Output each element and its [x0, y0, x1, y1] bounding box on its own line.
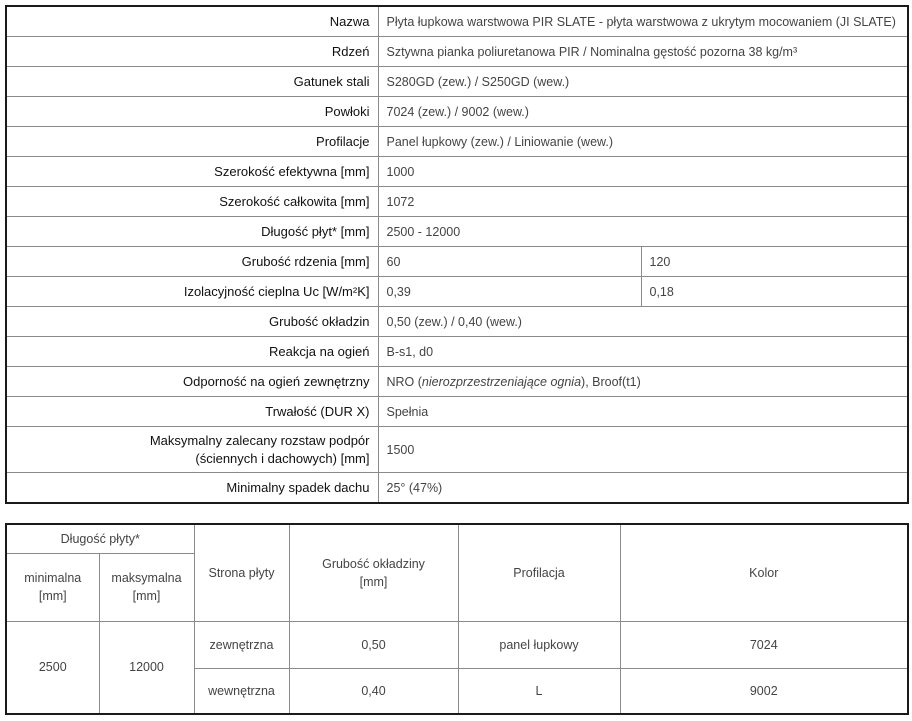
specification-table — [5, 5, 909, 504]
spec-row-core-thickness — [6, 247, 908, 277]
spec-row-steel-grade — [6, 67, 908, 97]
header-line-1: Grubość okładziny — [322, 556, 425, 571]
header-line-2: [mm] — [132, 589, 161, 604]
spec-label: Trwałość (DUR X) — [6, 397, 378, 427]
spec-row-durability — [6, 397, 908, 427]
spec-value-a: 60 — [378, 247, 641, 277]
max-length-header — [99, 553, 194, 621]
thickness-value: 0,40 — [289, 669, 458, 715]
color-header: Kolor — [620, 524, 908, 621]
spec-label: Powłoki — [6, 97, 378, 127]
spec-row-profiling — [6, 127, 908, 157]
spec-row-panel-length — [6, 217, 908, 247]
spec-row-total-width — [6, 187, 908, 217]
side-value: wewnętrzna — [194, 669, 289, 715]
spec-value: 0,50 (zew.) / 0,40 (wew.) — [378, 307, 908, 337]
header-row-1 — [6, 524, 908, 553]
spec-value-b: 120 — [641, 247, 908, 277]
spec-label: Szerokość całkowita [mm] — [6, 187, 378, 217]
spec-label: Izolacyjność cieplna Uc [W/m²K] — [6, 277, 378, 307]
length-group-header: Długość płyty* — [6, 524, 194, 553]
max-length-value: 12000 — [99, 621, 194, 714]
header-line-2: [mm] — [359, 574, 388, 589]
header-line-1: minimalna — [24, 571, 82, 586]
profiling-value: panel łupkowy — [458, 621, 620, 669]
spec-row-external-fire — [6, 367, 908, 397]
label-line-2: (ściennych i dachowych) [mm] — [195, 450, 370, 466]
min-length-header — [6, 553, 99, 621]
spec-label: Minimalny spadek dachu — [6, 473, 378, 504]
spec-value: 1072 — [378, 187, 908, 217]
spec-label: Nazwa — [6, 6, 378, 37]
profiling-header: Profilacja — [458, 524, 620, 621]
spec-value-b: 0,18 — [641, 277, 908, 307]
spec-label: Profilacje — [6, 127, 378, 157]
label-line-1: Maksymalny zalecany rozstaw podpór — [149, 432, 370, 448]
header-line-2: [mm] — [38, 589, 67, 604]
spec-label — [6, 427, 378, 473]
spec-row-core — [6, 37, 908, 67]
spec-row-thermal-insulation — [6, 277, 908, 307]
spec-row-name — [6, 6, 908, 37]
value-italic: nierozprzestrzeniające ognia — [421, 374, 582, 389]
profiling-value: L — [458, 669, 620, 715]
spec-value: 7024 (zew.) / 9002 (wew.) — [378, 97, 908, 127]
spec-label: Gatunek stali — [6, 67, 378, 97]
spec-label: Reakcja na ogień — [6, 337, 378, 367]
spec-value: B-s1, d0 — [378, 337, 908, 367]
thickness-header — [289, 524, 458, 621]
table-row — [6, 621, 908, 669]
spec-label: Długość płyt* [mm] — [6, 217, 378, 247]
spec-value: Spełnia — [378, 397, 908, 427]
spec-value: 1000 — [378, 157, 908, 187]
spec-value: Panel łupkowy (zew.) / Liniowanie (wew.) — [378, 127, 908, 157]
color-value: 7024 — [620, 621, 908, 669]
spec-label: Szerokość efektywna [mm] — [6, 157, 378, 187]
spec-value-a: 0,39 — [378, 277, 641, 307]
spec-row-support-spacing — [6, 427, 908, 473]
min-length-value: 2500 — [6, 621, 99, 714]
color-value: 9002 — [620, 669, 908, 715]
thickness-value: 0,50 — [289, 621, 458, 669]
spec-label: Rdzeń — [6, 37, 378, 67]
value-suffix: ), Broof(t1) — [581, 374, 641, 389]
spec-value: S280GD (zew.) / S250GD (wew.) — [378, 67, 908, 97]
spec-value: 1500 — [378, 427, 908, 473]
side-header: Strona płyty — [194, 524, 289, 621]
spec-row-effective-width — [6, 157, 908, 187]
spec-row-min-roof-slope — [6, 473, 908, 504]
spec-row-coatings — [6, 97, 908, 127]
spec-value: 2500 - 12000 — [378, 217, 908, 247]
spec-label: Odporność na ogień zewnętrzny — [6, 367, 378, 397]
side-value: zewnętrzna — [194, 621, 289, 669]
spec-value — [378, 367, 908, 397]
spec-label: Grubość rdzenia [mm] — [6, 247, 378, 277]
spec-value: Płyta łupkowa warstwowa PIR SLATE - płyta warstwowa z ukrytym mocowaniem (JI SLATE) — [378, 6, 908, 37]
value-prefix: NRO ( — [386, 374, 422, 389]
spec-row-facing-thickness — [6, 307, 908, 337]
spec-value: Sztywna pianka poliuretanowa PIR / Nominalna gęstość pozorna 38 kg/m³ — [378, 37, 908, 67]
spec-value: 25° (47%) — [378, 473, 908, 504]
header-line-1: maksymalna — [111, 571, 182, 586]
spec-row-fire-reaction — [6, 337, 908, 367]
product-variants-table — [5, 523, 909, 715]
spec-label: Grubość okładzin — [6, 307, 378, 337]
